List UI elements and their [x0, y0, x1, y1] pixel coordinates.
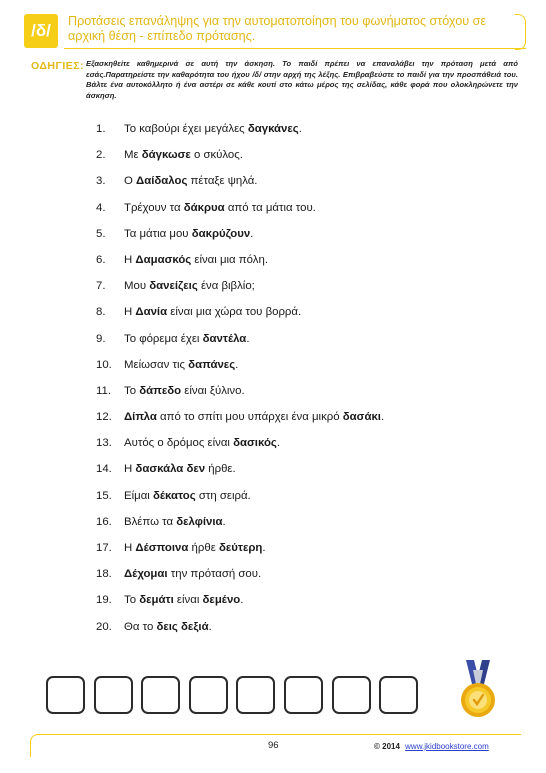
target-word: δαγκάνες — [247, 123, 299, 135]
sticker-box — [94, 676, 133, 714]
target-word: δασκάλα δεν — [135, 463, 206, 476]
sentence-item — [96, 514, 516, 540]
sentence-text — [124, 435, 280, 461]
sentence-number: 4. — [96, 201, 106, 214]
sentence-fragment: Τρέχουν τα — [124, 201, 184, 214]
sentence-fragment: είναι ξύλινο. — [181, 384, 245, 397]
sentence-item — [96, 488, 516, 514]
sentence-item — [96, 147, 516, 173]
sentence-text — [124, 357, 238, 383]
target-word: δάπεδο — [139, 384, 182, 397]
sentence-text — [124, 226, 253, 252]
sentence-number: 11. — [96, 384, 111, 397]
sticker-box — [189, 676, 228, 714]
instructions-text: Εξασκηθείτε καθημερινά σε αυτή την άσκηση. Το παιδί πρέπει να επαναλάβει την πρόταση μετά από εσάς.Παρατηρείστε την καθαρότητα του ήχου /δ/ στην αρχή της λέξης. Επιβραβεύστε το παιδί για την προσπάθειά του. Βάλτε ένα αυτοκόλλητο ή ένα αστέρι σε κάθε κουτί στο κάτω μέρος της σελίδας, κάθε φορά που ολοκληρώνετε την άσκηση. — [86, 59, 518, 100]
sentence-number: 1. — [96, 123, 106, 135]
target-word: Δαίδαλος — [136, 175, 188, 188]
target-word: δελφίνια — [176, 515, 223, 528]
sentence-fragment: είναι — [173, 594, 203, 607]
sentence-item — [96, 461, 516, 487]
copyright-text: © 2014 — [374, 742, 400, 751]
sentence-fragment: . — [250, 227, 254, 240]
sentence-fragment: . — [380, 411, 385, 424]
header-border-curve — [515, 14, 526, 50]
sentence-fragment: από το σπίτι μου υπάρχει ένα μικρό — [156, 411, 343, 424]
sentence-number: 6. — [96, 253, 106, 266]
sentence-text — [124, 121, 302, 147]
sentence-fragment: Το — [124, 384, 140, 397]
sentence-fragment: . — [298, 123, 302, 135]
sentence-fragment: Το φόρεμα έχει — [124, 332, 203, 345]
instructions-label: ΟΔΗΓΙΕΣ: — [31, 60, 85, 72]
sentence-fragment: ήρθε — [188, 542, 219, 554]
sentence-text — [124, 331, 249, 357]
sentence-fragment: την πρότασή σου. — [167, 568, 262, 581]
sentence-number: 10. — [96, 358, 112, 371]
sentence-fragment: Η — [124, 463, 136, 476]
sentence-text — [124, 383, 245, 409]
sentence-fragment: Είμαι — [124, 489, 153, 502]
sentence-text — [124, 173, 257, 199]
sentence-text — [124, 252, 268, 278]
sentence-text — [124, 304, 301, 330]
target-word: δεύτερη — [218, 542, 263, 554]
sentence-item — [96, 331, 516, 357]
sticker-box — [236, 676, 275, 714]
sentence-fragment: . — [208, 620, 212, 633]
sentence-number: 5. — [96, 227, 106, 240]
sentence-text — [124, 619, 212, 645]
sentence-fragment: από τα μάτια του. — [224, 201, 316, 214]
sentence-text — [124, 540, 266, 566]
sentence-number: 15. — [96, 489, 112, 502]
sentence-number: 20. — [96, 620, 112, 633]
sentence-fragment: . — [262, 542, 266, 554]
sentence-number: 12. — [96, 411, 112, 424]
sticker-box — [141, 676, 180, 714]
sentence-text — [124, 514, 226, 540]
target-word: δέκατος — [152, 489, 196, 502]
sentence-item — [96, 540, 516, 566]
target-word: δανείζεις — [149, 280, 198, 293]
sentence-fragment: . — [246, 332, 250, 345]
sentence-text — [124, 147, 243, 173]
sentence-fragment: Βλέπω τα — [124, 515, 177, 528]
sentence-item — [96, 409, 516, 435]
sentence-fragment: . — [235, 358, 239, 371]
phoneme-badge: /δ/ — [24, 14, 58, 48]
sentence-fragment: Ο — [124, 175, 137, 188]
target-word: δεμένο — [202, 594, 241, 607]
target-word: Δαμασκός — [135, 253, 192, 266]
page-title: Προτάσεις επανάληψης για την αυτοματοποίηση του φωνήματος στόχου σε αρχική θέση - επίπεδο πρότασης. — [68, 14, 486, 43]
target-word: δεις δεξιά — [156, 620, 209, 633]
sentence-text — [124, 461, 236, 487]
sticker-box — [332, 676, 371, 714]
sentence-item — [96, 278, 516, 304]
target-word: δασάκι — [342, 411, 381, 424]
sentence-number: 19. — [96, 594, 112, 607]
target-word: Δανία — [135, 306, 168, 319]
target-word: Δίπλα — [124, 411, 157, 424]
header-divider — [64, 48, 526, 49]
sentence-fragment: Η — [124, 542, 136, 554]
sentence-item — [96, 592, 516, 618]
sentence-number: 2. — [96, 149, 106, 162]
sentence-number: 3. — [96, 175, 106, 188]
sentence-fragment: Θα το — [124, 620, 157, 633]
sentence-text — [124, 278, 255, 304]
sentence-number: 14. — [96, 463, 112, 476]
sentence-fragment: Αυτός ο δρόμος είναι — [124, 437, 234, 450]
target-word: δεμάτι — [139, 594, 174, 607]
sentence-number: 13. — [96, 437, 112, 450]
sentence-item — [96, 121, 516, 147]
copyright-notice — [374, 742, 489, 751]
sentence-item — [96, 357, 516, 383]
sentence-number: 16. — [96, 515, 112, 528]
target-word: δάκρυα — [183, 201, 225, 214]
sentence-number: 17. — [96, 542, 112, 554]
sentence-number: 7. — [96, 280, 106, 293]
sentence-fragment: είναι μια πόλη. — [191, 253, 268, 266]
sentence-text — [124, 488, 251, 514]
page-header — [24, 14, 526, 52]
sentence-text — [124, 200, 316, 226]
target-word: δακρύζουν — [191, 227, 251, 240]
sentence-fragment: . — [276, 437, 281, 450]
sentence-fragment: . — [240, 594, 244, 607]
page-number: 96 — [268, 740, 279, 751]
sentence-fragment: ήρθε. — [205, 463, 236, 476]
sentence-item — [96, 226, 516, 252]
sentence-number: 9. — [96, 332, 106, 345]
sentence-fragment: ένα βιβλίο; — [197, 280, 255, 293]
target-word: δασικός — [233, 437, 277, 450]
sentence-fragment: Με — [124, 149, 142, 162]
sentence-fragment: Μείωσαν τις — [124, 358, 189, 371]
sentence-item — [96, 566, 516, 592]
target-word: Δέσποινα — [135, 542, 189, 554]
website-link[interactable]: www.jkidbookstore.com — [405, 742, 489, 751]
sentence-item — [96, 200, 516, 226]
sentence-item — [96, 173, 516, 199]
sentence-list — [96, 121, 516, 645]
sentence-text — [124, 409, 384, 435]
sentence-item — [96, 252, 516, 278]
sentence-fragment: στη σειρά. — [195, 489, 251, 502]
sentence-fragment: Το καβούρι έχει μεγάλες — [124, 123, 248, 135]
sentence-fragment: Το — [124, 594, 140, 607]
sentence-text — [124, 566, 261, 592]
target-word: δαντέλα — [202, 332, 247, 345]
sentence-fragment: Τα μάτια μου — [124, 227, 192, 240]
sentence-item — [96, 435, 516, 461]
sticker-box — [46, 676, 85, 714]
sticker-box — [379, 676, 418, 714]
sentence-fragment: Η — [124, 253, 136, 266]
target-word: δαπάνες — [188, 358, 236, 371]
sentence-item — [96, 383, 516, 409]
sticker-box-row — [46, 676, 418, 714]
sentence-number: 18. — [96, 568, 112, 581]
sentence-item — [96, 619, 516, 645]
sentence-number: 8. — [96, 306, 106, 319]
sentence-fragment: Μου — [124, 280, 150, 293]
sticker-box — [284, 676, 323, 714]
sentence-text — [124, 592, 243, 618]
sentence-fragment: . — [222, 515, 226, 528]
sentence-fragment: είναι μια χώρα του βορρά. — [167, 306, 302, 319]
medal-icon — [460, 660, 496, 720]
sentence-item — [96, 304, 516, 330]
target-word: δάγκωσε — [141, 149, 191, 162]
sentence-fragment: πέταξε ψηλά. — [187, 175, 258, 188]
sentence-fragment: ο σκύλος. — [190, 149, 243, 162]
sentence-fragment: Η — [124, 306, 136, 319]
target-word: Δέχομαι — [124, 568, 168, 581]
